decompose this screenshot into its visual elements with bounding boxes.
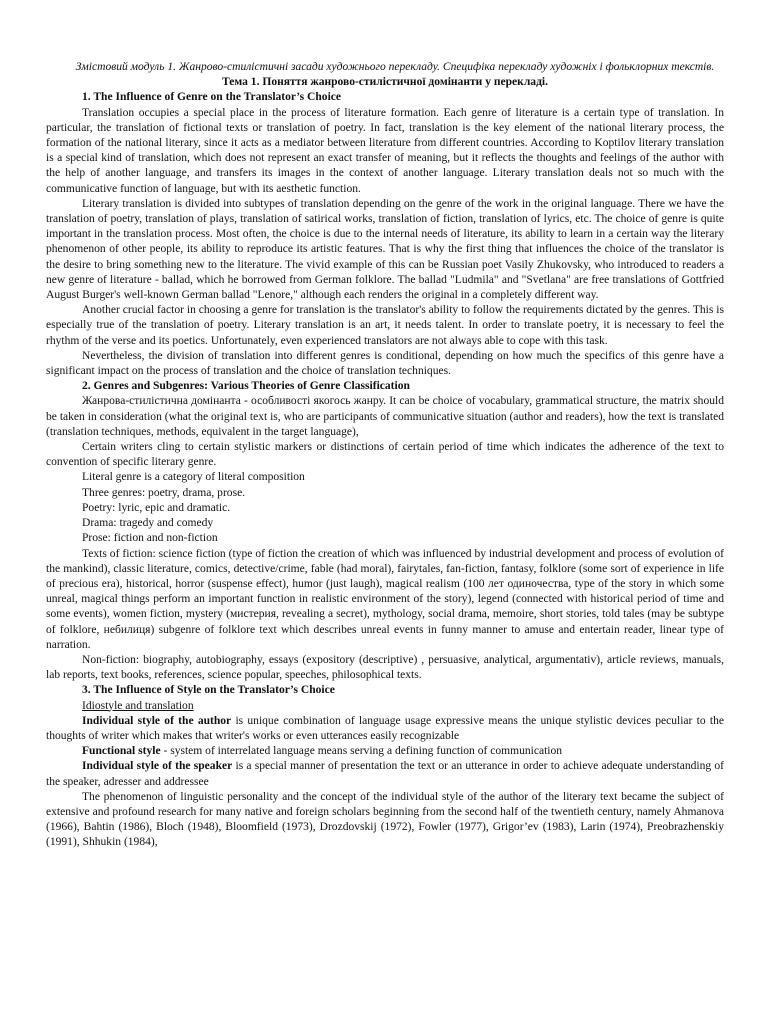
paragraph: Another crucial factor in choosing a genre for translation is the translator's ability to follow the requirements dictated by the genres. This is especially true of the translation of poetry. Literary translation is an art, it needs talent. In order to translate poetry, it is necessary to feel the rhythm of the verse and its poetics. Unfortunately, even experienced translators are not always able to cope with this task.: [46, 304, 724, 347]
term: Functional style: [82, 745, 161, 758]
paragraph: Certain writers cling to certain stylistic markers or distinctions of certain period of time which indicates the adherence of the text to convention of specific literary genre.: [46, 441, 724, 469]
definition-paragraph: [46, 744, 724, 759]
paragraph: Literary translation is divided into subtypes of translation depending on the genre of the work in the original language. There we have the translation of poetry, translation of plays, translation of satirical works, translation of fiction, translation of lyrics, etc. The choice of genre is quite important in the translation process. Most often, the choice is due to the internal needs of literature, its ability to learn in a certain way the literary phenomenon of other people, its ability to reproduce its artistic features. That is why the first thing that influences the choice of the translator is the desire to bring something new to the literature. The vivid example of this can be Russian poet Vasily Zhukovsky, who introduced to readers a new genre of literature - ballad, which he borrowed from German folklore. The ballad "Ludmila" and "Svetlana" are free translations of Gottfried August Burger's well-known German ballad "Lenore," although each renders the original in a completely different way.: [46, 197, 724, 302]
module-title: Змістовий модуль 1. Жанрово-стилістичні засади художнього перекладу. Специфіка перекладу художніх і фольклорних текстів.: [75, 61, 715, 73]
definition: - system of interrelated language means serving a defining function of communication: [160, 745, 563, 758]
section-1-heading: 1. The Influence of Genre on the Translator’s Choice: [82, 91, 342, 104]
subheading-text: Idiostyle and translation: [82, 699, 194, 712]
genre-line: Three genres: poetry, drama, prose.: [82, 486, 246, 499]
paragraph: Translation occupies a special place in the process of literature formation. Each genre of literature is a certain type of translation. In particular, the translation of fictional texts or translation of poetry. In fact, translation is the key element of the national literary process, the formation of the national literary, since it acts as a mediator between literature from different countries. According to Koptilov literary translation is a special kind of translation, which does not represent an exact transfer of meaning, but it reflects the thoughts and feelings of the author with the help of another language, and transfers its images in the context of another language. Literary translation deals not so much with the communicative function of language, but with its aesthetic function.: [46, 106, 724, 195]
genre-line: Prose: fiction and non-fiction: [82, 532, 218, 545]
definition-paragraph: [46, 759, 724, 789]
paragraph: Texts of fiction: science fiction (type of fiction the creation of which was influenced by industrial development and process of evolution of the mankind), classic literature, comics, detective/crime, fable (had moral), fairytales, fan-fiction, fantasy, folklore (some sort of experience in life of precious era), historical, horror (suspense effect), humor (just laugh), magical realism (100 лет одиночества, type of the story in which some unreal, magical things perform an important function in realistic environment of the story), legend (connected with historical period of time and some events), women fiction, mystery (мистерия, revealing a secret), mythology, social drama, memoire, short stories, told tales (may be subtype of folklore, небилиця) subgenre of folklore text which describes unreal events in funny manner to amuse and entertain reader, linear type of narration.: [46, 547, 724, 651]
genre-line: Poetry: lyric, epic and dramatic.: [82, 501, 231, 514]
topic-title: Тема 1. Поняття жанрово-стилістичної домінанти у перекладі.: [221, 76, 549, 89]
definition: is a special manner of presentation the text or an utterance in order to achieve adequate understanding of the speaker, adresser and addressee: [46, 760, 724, 788]
section-2-heading: 2. Genres and Subgenres: Various Theories of Genre Classification: [82, 380, 410, 393]
genre-line: Literal genre is a category of literal composition: [82, 471, 305, 484]
paragraph: Жанрова-стилістична домінанта - особливості якогось жанру. It can be choice of vocabulary, grammatical structure, the matrix should be taken in consideration (what the original text is, who are participants of communicative situation (author and readers), how the text is translated (translation techniques, methods, equivalent in the target language),: [46, 395, 724, 438]
paragraph: Nevertheless, the division of translation into different genres is conditional, depending on how much the specifics of this genre have a significant impact on the process of translation and the choice of translation techniques.: [46, 349, 724, 378]
paragraph: Non-fiction: biography, autobiography, essays (expository (descriptive) , persuasive, analytical, argumentativ), article reviews, manuals, lab reports, text books, references, science popular, speeches, philosophical texts.: [46, 653, 724, 682]
definition-paragraph: [46, 714, 724, 744]
section-3-heading: 3. The Influence of Style on the Translator’s Choice: [82, 684, 335, 697]
term: Individual style of the author: [82, 714, 232, 727]
subheading: [46, 699, 724, 714]
term: Individual style of the speaker: [82, 760, 233, 773]
paragraph: The phenomenon of linguistic personality and the concept of the individual style of the author of the literary text became the subject of extensive and profound research for many native and foreign scholars beginning from the second half of the twentieth century, namely Ahmanova (1966), Bahtin (1986), Bloch (1948), Bloomfield (1973), Drozdovskij (1972), Fowler (1977), Grigor’ev (1983), Larin (1974), Preobrazhenskiy (1991), Shhukin (1984),: [46, 790, 724, 849]
definition: is unique combination of language usage expressive means the unique stylistic devices peculiar to the thoughts of writer which makes that writer's works or even utterances easily recognizable: [46, 714, 724, 742]
genre-line: Drama: tragedy and comedy: [82, 517, 214, 530]
